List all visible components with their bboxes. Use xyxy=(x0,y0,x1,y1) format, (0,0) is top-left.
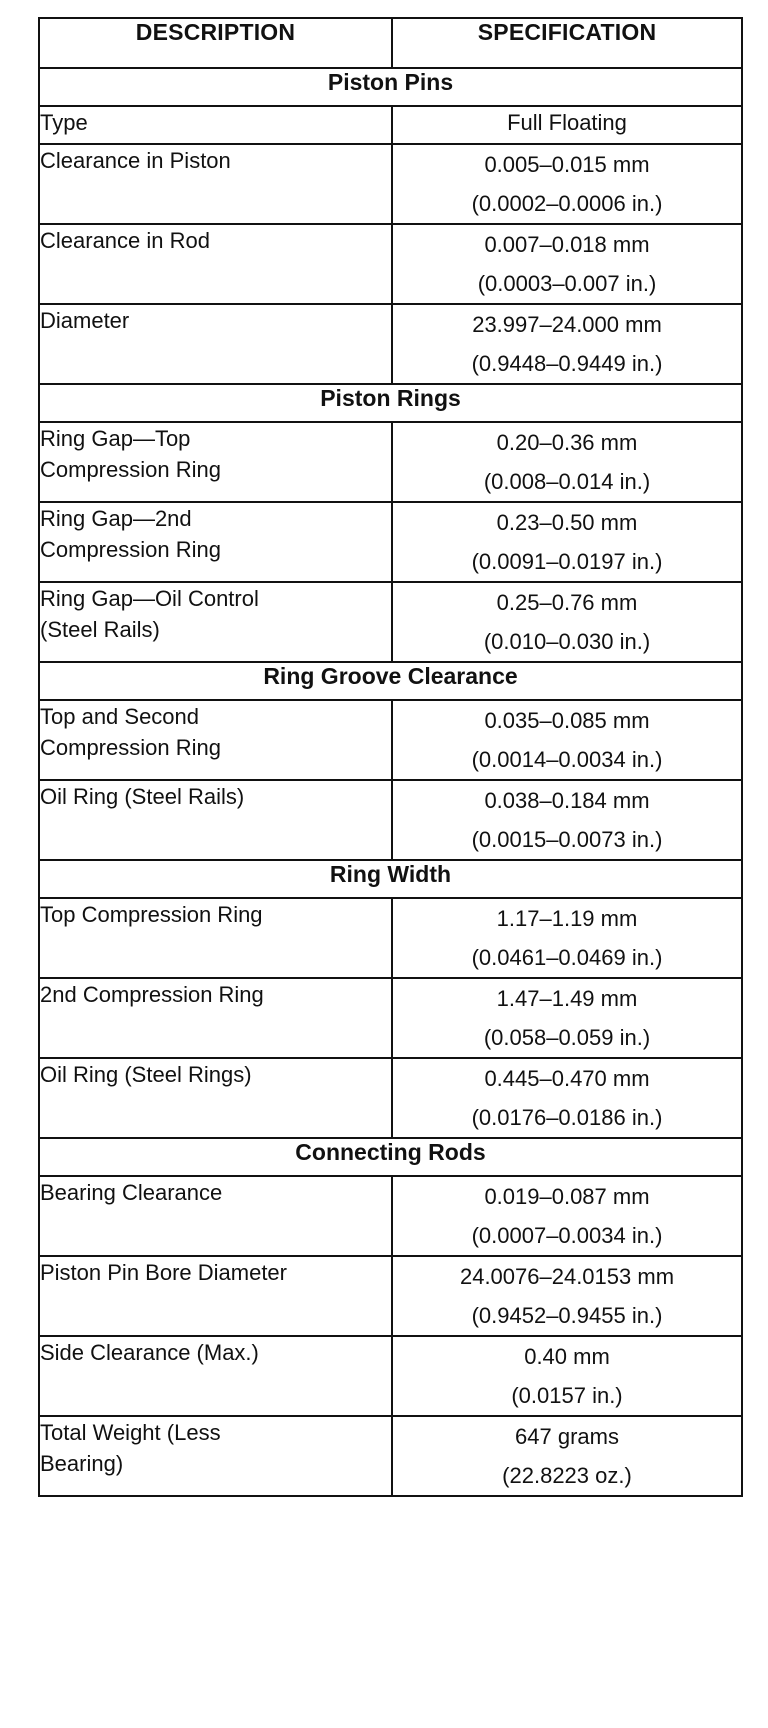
imperial-value: (0.008–0.014 in.) xyxy=(483,469,651,494)
metric-value: 0.005–0.015 mm xyxy=(484,152,650,177)
specification-cell xyxy=(392,898,742,978)
imperial-value: (0.0091–0.0197 in.) xyxy=(471,549,663,574)
description-text: Oil Ring (Steel Rings) xyxy=(40,1062,252,1087)
section-title: Connecting Rods xyxy=(39,1138,742,1176)
description-cell xyxy=(39,422,392,502)
section-header-row xyxy=(39,860,742,898)
table-row xyxy=(39,700,742,780)
specification-cell xyxy=(392,1176,742,1256)
table-row xyxy=(39,582,742,662)
metric-value: 647 grams xyxy=(515,1424,619,1449)
table-row xyxy=(39,422,742,502)
imperial-value: (0.0015–0.0073 in.) xyxy=(471,827,663,852)
description-text: Compression Ring xyxy=(40,457,221,482)
description-text: Clearance in Rod xyxy=(40,228,210,253)
table-body xyxy=(39,68,742,1496)
metric-value: 24.0076–24.0153 mm xyxy=(459,1264,675,1289)
imperial-value: (0.0003–0.007 in.) xyxy=(477,271,657,296)
imperial-value: (0.058–0.059 in.) xyxy=(483,1025,651,1050)
imperial-value: (22.8223 oz.) xyxy=(502,1463,632,1488)
specification-cell xyxy=(392,582,742,662)
table-row xyxy=(39,502,742,582)
table-row xyxy=(39,1256,742,1336)
section-title: Piston Pins xyxy=(39,68,742,106)
section-header-row xyxy=(39,662,742,700)
metric-value: 1.17–1.19 mm xyxy=(496,906,638,931)
description-cell xyxy=(39,304,392,384)
description-cell xyxy=(39,582,392,662)
specification-column-header: SPECIFICATION xyxy=(392,18,742,68)
metric-value: 0.23–0.50 mm xyxy=(496,510,638,535)
table-row xyxy=(39,1336,742,1416)
description-text: Piston Pin Bore Diameter xyxy=(40,1260,287,1285)
table-row xyxy=(39,1416,742,1496)
specification-cell xyxy=(392,700,742,780)
section-title: Ring Width xyxy=(39,860,742,898)
section-header-row xyxy=(39,1138,742,1176)
section-title: Piston Rings xyxy=(39,384,742,422)
description-text: Top and Second xyxy=(40,704,200,729)
specification-table xyxy=(38,17,743,1497)
metric-value: 0.035–0.085 mm xyxy=(484,708,650,733)
description-text: Bearing Clearance xyxy=(40,1180,223,1205)
description-cell xyxy=(39,224,392,304)
specification-cell xyxy=(392,144,742,224)
description-text: Oil Ring (Steel Rails) xyxy=(40,784,245,809)
description-cell xyxy=(39,898,392,978)
section-header-row xyxy=(39,384,742,422)
metric-value: 0.007–0.018 mm xyxy=(484,232,650,257)
specification-cell xyxy=(392,106,742,144)
imperial-value: (0.0176–0.0186 in.) xyxy=(471,1105,663,1130)
description-column-header: DESCRIPTION xyxy=(39,18,392,68)
table-header-row xyxy=(39,18,742,68)
specification-cell xyxy=(392,502,742,582)
specification-cell xyxy=(392,1416,742,1496)
specification-cell xyxy=(392,780,742,860)
specification-cell xyxy=(392,1256,742,1336)
table-row xyxy=(39,898,742,978)
imperial-value: (0.0002–0.0006 in.) xyxy=(471,191,663,216)
imperial-value: (0.010–0.030 in.) xyxy=(483,629,651,654)
description-text: Compression Ring xyxy=(40,735,221,760)
metric-value: 1.47–1.49 mm xyxy=(496,986,638,1011)
table-row xyxy=(39,144,742,224)
description-cell xyxy=(39,1416,392,1496)
metric-value: 0.445–0.470 mm xyxy=(484,1066,650,1091)
description-cell xyxy=(39,978,392,1058)
imperial-value: (0.0157 in.) xyxy=(511,1383,623,1408)
description-cell xyxy=(39,1256,392,1336)
table-row xyxy=(39,1176,742,1256)
description-text: (Steel Rails) xyxy=(40,617,160,642)
table-row xyxy=(39,106,742,144)
description-cell xyxy=(39,1058,392,1138)
description-text: Compression Ring xyxy=(40,537,221,562)
description-cell xyxy=(39,1336,392,1416)
description-text: Ring Gap—Oil Control xyxy=(40,586,259,611)
metric-value: 0.25–0.76 mm xyxy=(496,590,638,615)
imperial-value: (0.0014–0.0034 in.) xyxy=(471,747,663,772)
description-text: Ring Gap—2nd xyxy=(40,506,192,531)
specification-cell xyxy=(392,978,742,1058)
description-text: Diameter xyxy=(40,308,130,333)
metric-value: 0.20–0.36 mm xyxy=(496,430,638,455)
metric-value: 23.997–24.000 mm xyxy=(472,312,662,337)
description-text: Type xyxy=(40,110,88,135)
specification-cell xyxy=(392,422,742,502)
specification-cell xyxy=(392,1336,742,1416)
description-text: Total Weight (Less xyxy=(40,1420,221,1445)
imperial-value: (0.0007–0.0034 in.) xyxy=(471,1223,663,1248)
description-cell xyxy=(39,144,392,224)
imperial-value: (0.9448–0.9449 in.) xyxy=(471,351,663,376)
table-row xyxy=(39,780,742,860)
description-cell xyxy=(39,700,392,780)
description-text: Clearance in Piston xyxy=(40,148,231,173)
table-row xyxy=(39,304,742,384)
description-cell xyxy=(39,1176,392,1256)
table-row xyxy=(39,978,742,1058)
description-text: 2nd Compression Ring xyxy=(40,982,264,1007)
section-title: Ring Groove Clearance xyxy=(39,662,742,700)
imperial-value: (0.9452–0.9455 in.) xyxy=(471,1303,663,1328)
description-text: Top Compression Ring xyxy=(40,902,263,927)
metric-value: 0.019–0.087 mm xyxy=(484,1184,650,1209)
table-row xyxy=(39,224,742,304)
specification-cell xyxy=(392,304,742,384)
description-text: Side Clearance (Max.) xyxy=(40,1340,259,1365)
description-cell xyxy=(39,106,392,144)
imperial-value: (0.0461–0.0469 in.) xyxy=(471,945,663,970)
metric-value: 0.40 mm xyxy=(524,1344,610,1369)
metric-value: 0.038–0.184 mm xyxy=(484,788,650,813)
description-text: Bearing) xyxy=(40,1451,124,1476)
specification-cell xyxy=(392,1058,742,1138)
description-cell xyxy=(39,780,392,860)
specification-cell xyxy=(392,224,742,304)
description-cell xyxy=(39,502,392,582)
description-text: Ring Gap—Top xyxy=(40,426,191,451)
metric-value: Full Floating xyxy=(507,110,627,135)
section-header-row xyxy=(39,68,742,106)
table-row xyxy=(39,1058,742,1138)
